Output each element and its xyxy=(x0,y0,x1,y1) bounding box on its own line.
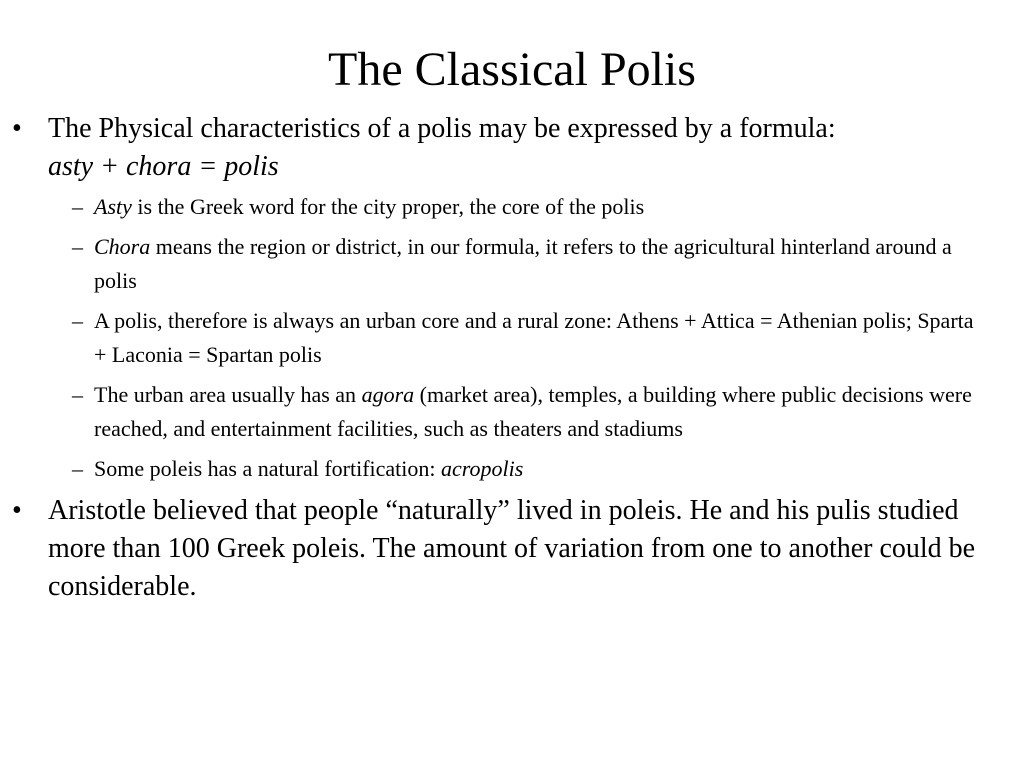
slide-title: The Classical Polis xyxy=(328,43,696,96)
bullet-list xyxy=(0,110,1024,606)
bullet-item xyxy=(0,110,1024,486)
term-agora: agora xyxy=(361,382,415,407)
dash-marker: – xyxy=(72,194,83,219)
formula-text: asty + chora = polis xyxy=(48,151,279,182)
sub-bullet-item xyxy=(48,190,1010,224)
term-acropolis: acropolis xyxy=(441,456,524,481)
sub-bullet-item xyxy=(48,304,1010,372)
term-asty: Asty xyxy=(94,194,132,219)
dash-marker: – xyxy=(72,382,83,407)
bullet-text: The Physical characteristics of a polis may be expressed by a formula: xyxy=(48,113,836,144)
bullet-text: Aristotle believed that people “naturally” lived in poleis. He and his pulis studied more than 100 Greek poleis. The amount of variation from one to another could be considerable. xyxy=(48,495,976,602)
term-chora: Chora xyxy=(94,234,151,259)
sub-bullet-list xyxy=(48,190,1010,486)
dash-marker: – xyxy=(72,308,83,333)
dash-marker: – xyxy=(72,234,83,259)
sub-bullet-text: is the Greek word for the city proper, the core of the polis xyxy=(131,194,645,219)
sub-bullet-item xyxy=(48,230,1010,298)
sub-bullet-text: A polis, therefore is always an urban core and a rural zone: Athens + Attica = Athenian polis; Sparta + Laconia = Spartan polis xyxy=(94,308,974,367)
bullet-item xyxy=(0,492,1024,606)
dash-marker: – xyxy=(72,456,83,481)
sub-bullet-item xyxy=(48,452,1010,486)
bullet-marker: • xyxy=(12,495,22,526)
bullet-marker: • xyxy=(12,113,22,144)
sub-bullet-text: The urban area usually has an xyxy=(94,382,362,407)
sub-bullet-text: (market area), temples, a building where public decisions were reached, and entertainment facilities, such as theaters and stadiums xyxy=(94,382,972,441)
sub-bullet-item xyxy=(48,378,1010,446)
sub-bullet-text: means the region or district, in our formula, it refers to the agricultural hinterland around a polis xyxy=(94,234,952,293)
sub-bullet-text: Some poleis has a natural fortification: xyxy=(94,456,442,481)
